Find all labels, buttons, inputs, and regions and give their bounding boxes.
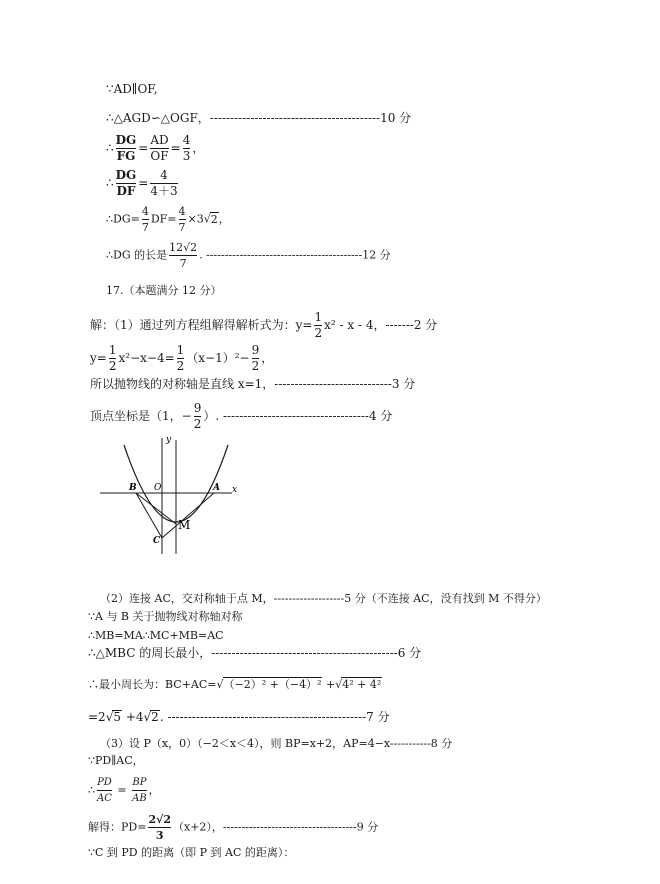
fraction-2root2-3 [148,812,171,843]
denominator: AC [97,790,112,806]
line-11 [90,401,392,432]
line-5-tail: ×3 [187,212,204,226]
line-17 [88,710,390,724]
denominator: 2 [193,417,202,431]
line-6 [106,240,391,271]
denominator: 3 [148,827,171,843]
denominator: 7 [141,221,149,234]
numerator: BP [132,777,147,788]
line-16-prefix: ∴最小周长为：BC+AC= [88,678,217,691]
denominator: AB [132,790,147,806]
line-8 [90,310,437,341]
line-17-mid: +4 [122,710,144,724]
fraction-1-2b [177,343,185,374]
line-4 [106,168,180,199]
line-7: 17.（本题满分 12 分） [106,284,222,297]
line-5-mid: DF= [150,212,177,226]
line-4-prefix: ∴ [106,176,114,190]
label-o: O [154,483,162,493]
equals: = [138,176,149,190]
line-10: 所以抛物线的对称轴是直线 x=1，-----------------------------3 分 [90,377,416,391]
line-5 [106,204,230,235]
line-12: （2）连接 AC，交对称轴于点 M，-------------------5 分（不连接 AC，没有找到 M 不得分） [100,592,547,605]
line-5-prefix: ∴DG= [106,212,140,226]
numerator: 9 [251,343,260,357]
line-9 [90,343,273,374]
radicand-2: 2 [151,710,159,724]
sqrt-sign: √ [143,710,152,724]
line-21 [88,812,378,843]
fraction-9-2 [252,343,260,374]
fraction-9-2b [194,401,202,432]
denominator: 4＋3 [150,184,178,198]
fraction-4-7b [179,204,186,235]
fraction-bp-ab [132,775,147,806]
line-20-prefix: ∴ [88,783,95,797]
numerator: PD [97,777,112,788]
line-9-mid2: （x−1）²− [186,351,250,365]
label-y: y [166,435,172,445]
line-21-suffix: （x+2），------------------------------------9 分 [172,820,379,834]
numerator: 12√2 [169,241,198,254]
suffix: ， [192,141,205,155]
denominator: FG [116,149,136,163]
label-m: M [178,518,191,532]
line-6-suffix: . ------------------------------------------12 分 [199,248,391,262]
line-11-prefix: 顶点坐标是（1，− [90,409,192,423]
sqrt-sign: √ [105,710,114,724]
equals: = [113,783,131,797]
label-x: x [232,485,238,495]
fraction-dg-df [116,168,137,199]
line-8-prefix: 解：（1）通过列方程组解得解析式为：y= [90,318,313,332]
line-16 [88,677,382,692]
numerator: 1 [108,343,117,357]
line-21-prefix: 解得：PD= [88,820,147,834]
radicand-1: （−2）² +（−4）² [223,678,322,691]
suffix: ， [261,351,274,365]
denominator: OF [150,149,169,163]
denominator: 2 [251,359,260,373]
numerator: AD [150,133,169,147]
numerator: 4 [160,168,168,182]
parabola-graph [96,430,246,560]
sqrt-sign: √ [203,212,211,226]
fraction-1-2a [109,343,117,374]
numerator: 9 [193,401,202,415]
label-b: B [129,483,137,493]
suffix: ， [218,212,230,226]
numerator: 2√2 [148,813,171,826]
numerator: 1 [176,343,185,357]
numerator: DG [115,168,137,182]
numerator: 4 [178,205,186,218]
fraction-4-7 [142,204,149,235]
line-8-suffix: x² - x - 4，-------2 分 [324,318,438,332]
fraction-12root2-7 [169,240,197,271]
line-22: ∵C 到 PD 的距离（即 P 到 AC 的距离）： [88,846,295,859]
radicand: 2 [210,212,218,226]
line-18: （3）设 P（x，0）（−2＜x＜4），则 BP=x+2，AP=4−x-----------8 分 [100,737,453,750]
denominator: 7 [169,255,197,271]
sqrt-sign: √ [216,678,224,691]
line-19: ∵PD∥AC， [88,754,144,767]
numerator: 1 [314,310,323,324]
denominator: 2 [314,326,323,340]
numerator: DG [115,133,137,147]
fraction-ad-of [150,133,168,164]
line-9-prefix: y= [90,351,107,365]
fraction-4-3 [183,133,191,164]
sqrt-sign: √ [335,678,343,691]
equals: = [138,141,149,155]
line-11-suffix: ）. ------------------------------------4 分 [203,409,393,423]
label-a: A [213,483,220,493]
suffix: ， [148,783,160,797]
radicand-2: 4² + 4² [342,678,382,691]
fraction-4-over-7 [150,168,177,199]
label-c: C [153,536,161,546]
line-3-prefix: ∴ [106,141,114,155]
equals: = [170,141,181,155]
segment-bm [136,493,176,524]
plus: + [322,678,336,691]
fraction-dg-fg [116,133,137,164]
denominator: DF [116,184,136,198]
line-17-suffix: . -------------------------------------------------7 分 [159,710,390,724]
line-17-prefix: =2 [88,710,106,724]
fraction-pd-ac [97,775,112,806]
denominator: 3 [182,149,191,163]
denominator: 2 [176,359,185,373]
line-6-prefix: ∴DG 的长是 [106,248,168,262]
line-15: ∴△MBC 的周长最小，----------------------------------------------6 分 [88,646,422,660]
line-3 [106,133,204,164]
radicand-5: 5 [113,710,121,724]
line-2: ∴△AGD∽△OGF，------------------------------------------10 分 [106,111,412,125]
denominator: 7 [178,221,186,234]
segment-bc [136,493,162,538]
denominator: 2 [108,359,117,373]
line-20 [88,775,160,806]
fraction-1-2 [314,310,322,341]
line-14: ∴MB=MA∴MC+MB=AC [88,629,224,642]
numerator: 4 [182,133,191,147]
line-13: ∵A 与 B 关于抛物线对称轴对称 [88,610,243,623]
line-1: ∵AD∥OF, [106,82,158,96]
line-9-mid: x²−x−4= [118,351,175,365]
numerator: 4 [141,205,149,218]
